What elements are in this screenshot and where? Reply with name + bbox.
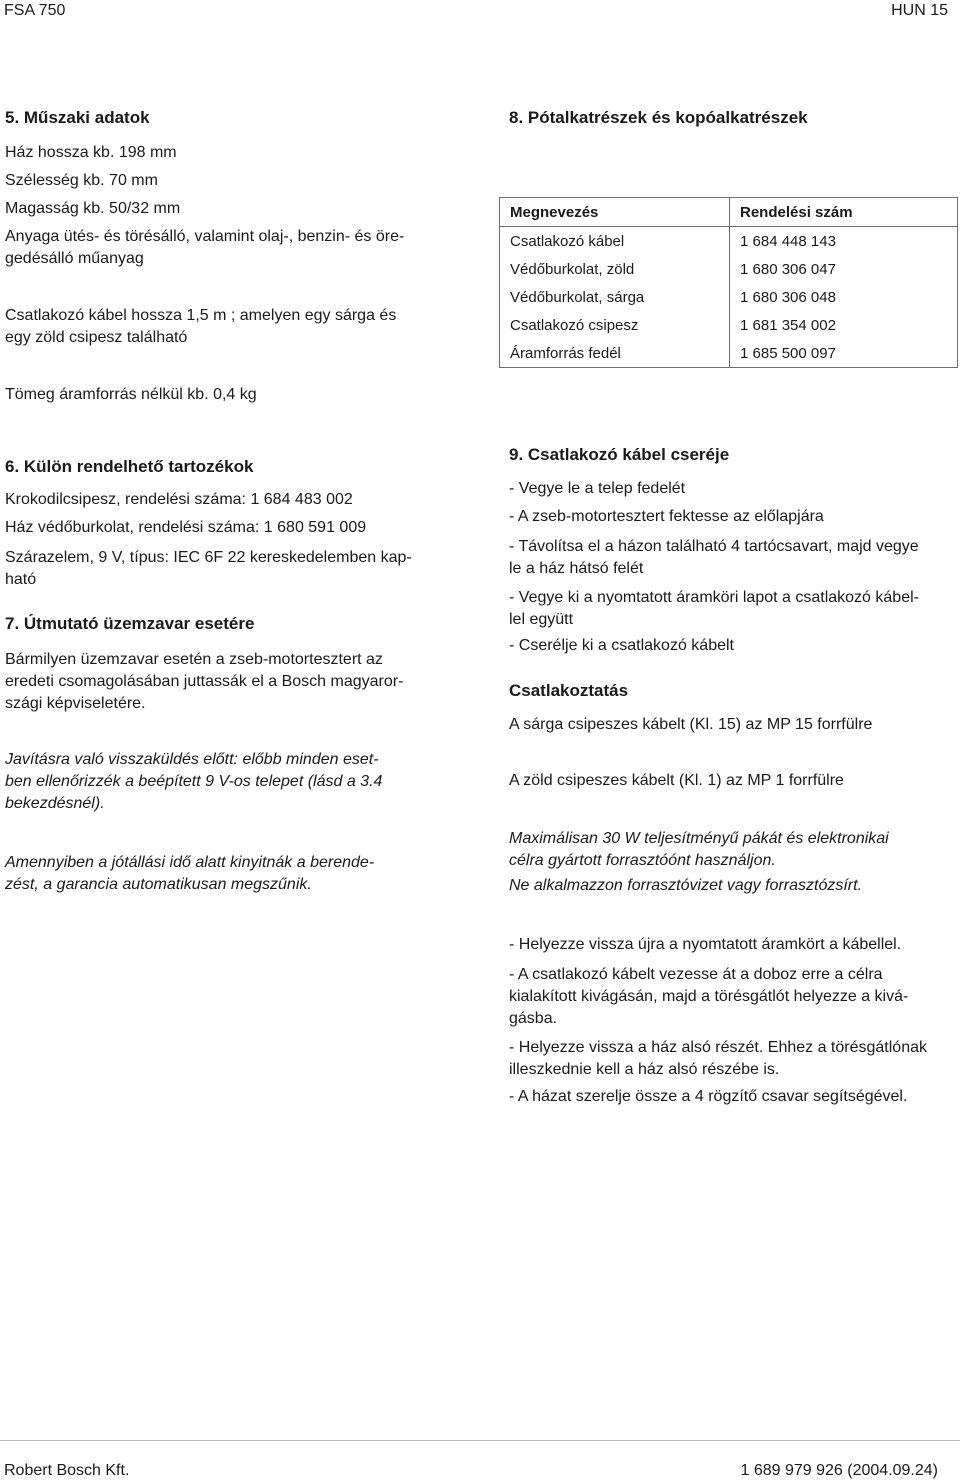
repair-line-1: Javításra való visszaküldés előtt: előbb minden eset- bbox=[5, 751, 379, 768]
step-3 bbox=[509, 536, 949, 580]
part-number: 1 684 448 143 bbox=[730, 227, 958, 256]
solder-line-2: célra gyártott forrasztóónt használjon. bbox=[509, 852, 776, 869]
fault-line-3: szági képviseletére. bbox=[5, 695, 146, 712]
part-number: 1 685 500 097 bbox=[730, 339, 958, 368]
reassembly-1: - Helyezze vissza újra a nyomtatott áramkört a kábellel. bbox=[509, 936, 902, 953]
reassembly-2-line-1: - A csatlakozó kábelt vezesse át a doboz erre a célra bbox=[509, 966, 883, 983]
sec8-title: 8. Pótalkatrészek és kopóalkatrészek bbox=[509, 108, 808, 127]
solder-note bbox=[509, 828, 949, 897]
table-row bbox=[500, 339, 958, 368]
spec-cable-2: egy zöld csipesz található bbox=[5, 329, 188, 346]
reassembly-3 bbox=[509, 1037, 949, 1081]
reassembly-3-line-2: illeszkednie kell a ház alsó részébe is. bbox=[509, 1061, 780, 1078]
sec5-specs bbox=[5, 142, 460, 270]
spec-material-1: Anyaga ütés- és törésálló, valamint olaj-, benzin- és öre- bbox=[5, 228, 405, 245]
accessory-1: Krokodilcsipesz, rendelési száma: 1 684 483 002 bbox=[5, 491, 353, 508]
battery-line-2: ható bbox=[5, 571, 37, 588]
connection-yellow: A sárga csipeszes kábelt (Kl. 15) az MP 15 forrfülre bbox=[509, 716, 873, 733]
reassembly-2 bbox=[509, 964, 949, 1030]
part-name: Áramforrás fedél bbox=[500, 339, 730, 368]
sec5-cable bbox=[5, 305, 460, 349]
warranty-note bbox=[5, 852, 460, 896]
battery-line-1: Szárazelem, 9 V, típus: IEC 6F 22 kereskedelemben kap- bbox=[5, 549, 412, 566]
parts-table bbox=[499, 197, 958, 368]
part-name: Védőburkolat, sárga bbox=[500, 283, 730, 311]
accessory-battery bbox=[5, 547, 460, 591]
repair-note bbox=[5, 749, 460, 815]
table-row bbox=[500, 255, 958, 283]
step-4-line-1: - Vegye ki a nyomtatott áramköri lapot a csatlakozó kábel- bbox=[509, 589, 919, 606]
fault-line-1: Bármilyen üzemzavar esetén a zseb-motortesztert az bbox=[5, 651, 383, 668]
step-3-line-1: - Távolítsa el a házon található 4 tartócsavart, majd vegye bbox=[509, 538, 919, 555]
header-page: HUN 15 bbox=[891, 2, 948, 19]
fault-line-2: eredeti csomagolásában juttassák el a Bosch magyaror- bbox=[5, 673, 404, 690]
table-header-row bbox=[500, 198, 958, 227]
step-1: - Vegye le a telep fedelét bbox=[509, 480, 686, 497]
footer-company: Robert Bosch Kft. bbox=[4, 1462, 130, 1479]
col-header-name: Megnevezés bbox=[500, 198, 730, 227]
footer-divider bbox=[0, 1440, 960, 1441]
part-number: 1 681 354 002 bbox=[730, 311, 958, 339]
reassembly-2-line-2: kialakított kivágásán, majd a törésgátlót helyezze a kivá- bbox=[509, 988, 909, 1005]
sec7-title: 7. Útmutató üzemzavar esetére bbox=[5, 614, 255, 633]
fault-paragraph bbox=[5, 649, 460, 715]
spec-length: Ház hossza kb. 198 mm bbox=[5, 144, 177, 161]
reassembly-3-line-1: - Helyezze vissza a ház alsó részét. Ehhez a törésgátlónak bbox=[509, 1039, 927, 1056]
part-name: Csatlakozó csipesz bbox=[500, 311, 730, 339]
repair-line-3: bekezdésnél). bbox=[5, 795, 105, 812]
accessory-2: Ház védőburkolat, rendelési száma: 1 680 591 009 bbox=[5, 519, 367, 536]
sec5-title: 5. Műszaki adatok bbox=[5, 108, 150, 127]
step-5: - Cserélje ki a csatlakozó kábelt bbox=[509, 637, 734, 654]
step-3-line-2: le a ház hátsó felét bbox=[509, 560, 644, 577]
warranty-line-1: Amennyiben a jótállási idő alatt kinyitnák a berende- bbox=[5, 854, 375, 871]
spec-height: Magasság kb. 50/32 mm bbox=[5, 200, 181, 217]
reassembly-2-line-3: gásba. bbox=[509, 1010, 558, 1027]
table-row bbox=[500, 283, 958, 311]
step-4-line-2: lel együtt bbox=[509, 611, 574, 628]
spec-material-2: gedésálló műanyag bbox=[5, 250, 144, 267]
table-row bbox=[500, 227, 958, 256]
warranty-line-2: zést, a garancia automatikusan megszűnik. bbox=[5, 876, 312, 893]
step-2: - A zseb-motortesztert fektesse az előlapjára bbox=[509, 508, 824, 525]
part-name: Csatlakozó kábel bbox=[500, 227, 730, 256]
sec9-title: 9. Csatlakozó kábel cseréje bbox=[509, 445, 730, 464]
footer-doc-number: 1 689 979 926 (2004.09.24) bbox=[740, 1462, 938, 1479]
reassembly-4: - A házat szerelje össze a 4 rögzítő csavar segítségével. bbox=[509, 1088, 908, 1105]
table-row bbox=[500, 311, 958, 339]
connection-green: A zöld csipeszes kábelt (Kl. 1) az MP 1 forrfülre bbox=[509, 772, 844, 789]
part-number: 1 680 306 047 bbox=[730, 255, 958, 283]
solder-line-3: Ne alkalmazzon forrasztóvizet vagy forrasztózsírt. bbox=[509, 877, 863, 894]
spec-width: Szélesség kb. 70 mm bbox=[5, 172, 158, 189]
solder-line-1: Maximálisan 30 W teljesítményű pákát és elektronikai bbox=[509, 830, 889, 847]
col-header-order-no: Rendelési szám bbox=[730, 198, 958, 227]
header-model: FSA 750 bbox=[4, 2, 66, 19]
part-name: Védőburkolat, zöld bbox=[500, 255, 730, 283]
step-4 bbox=[509, 587, 949, 631]
sec6-title: 6. Külön rendelhető tartozékok bbox=[5, 457, 254, 476]
spec-weight: Tömeg áramforrás nélkül kb. 0,4 kg bbox=[5, 386, 257, 403]
repair-line-2: ben ellenőrizzék a beépített 9 V-os telepet (lásd a 3.4 bbox=[5, 773, 383, 790]
connection-title: Csatlakoztatás bbox=[509, 681, 629, 700]
spec-cable-1: Csatlakozó kábel hossza 1,5 m ; amelyen egy sárga és bbox=[5, 307, 397, 324]
part-number: 1 680 306 048 bbox=[730, 283, 958, 311]
